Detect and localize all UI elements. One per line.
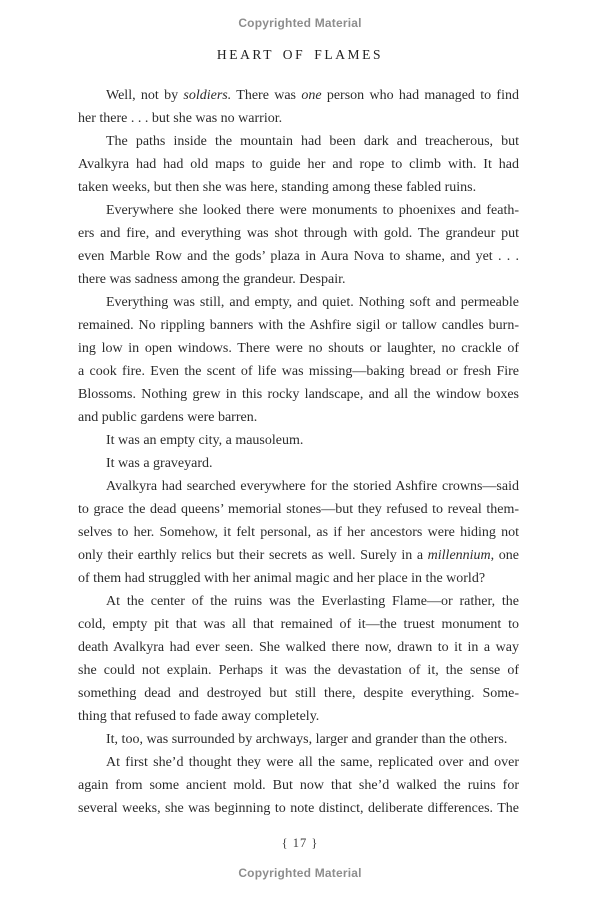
- body-line: ers and fire, and everything was shot through with gold. The grandeur put: [78, 226, 519, 241]
- body-line: The paths inside the mountain had been dark and treacherous, but: [106, 134, 519, 149]
- body-line: Well, not by soldiers. There was one person who had managed to find: [106, 88, 519, 103]
- body-line: her there . . . but she was no warrior.: [78, 111, 283, 126]
- body-line: remained. No rippling banners with the Ashfire sigil or tallow candles burn-: [78, 318, 519, 333]
- body-line: taken weeks, but then she was here, standing among these fabled ruins.: [78, 180, 477, 195]
- body-line: Everything was still, and empty, and quiet. Nothing soft and permeable: [106, 295, 519, 310]
- body-line: even Marble Row and the gods’ plaza in Aura Nova to shame, and yet . . .: [78, 249, 519, 264]
- body-line: to grace the dead queens’ memorial stones—but they refused to reveal them-: [78, 502, 519, 517]
- body-line: It, too, was surrounded by archways, larger and grander than the others.: [106, 732, 508, 747]
- body-line: At first she’d thought they were all the same, replicated over and over: [106, 755, 519, 770]
- body-line: ing low in open windows. There were no shouts or laughter, no crackle of: [78, 341, 519, 356]
- body-line: there was sadness among the grandeur. Despair.: [78, 272, 346, 287]
- body-line: Avalkyra had searched everywhere for the storied Ashfire crowns—said: [106, 479, 519, 494]
- body-line: At the center of the ruins was the Everlasting Flame—or rather, the: [106, 594, 519, 609]
- running-head-title: HEART OF FLAMES: [216, 47, 384, 62]
- body-line: thing that refused to fade away completely.: [78, 709, 320, 724]
- copyright-notice-top: Copyrighted Material: [238, 16, 362, 30]
- body-line: It was an empty city, a mausoleum.: [106, 433, 304, 448]
- body-line: death Avalkyra had ever seen. She walked there now, drawn to it in a way: [78, 640, 519, 655]
- body-line: only their earthly relics but their secrets as well. Surely in a millennium, one: [78, 548, 519, 563]
- body-line: of them had struggled with her animal magic and her place in the world?: [78, 571, 486, 586]
- copyright-notice-bottom: Copyrighted Material: [238, 866, 362, 880]
- body-line: Everywhere she looked there were monuments to phoenixes and feath-: [106, 203, 519, 218]
- body-line: several weeks, she was beginning to note distinct, deliberate differences. The: [78, 801, 519, 816]
- body-line: a cook fire. Even the scent of life was missing—baking bread or fresh Fire: [78, 364, 519, 379]
- body-line: Avalkyra had had old maps to guide her and rope to climb with. It had: [78, 157, 519, 172]
- body-line: something dead and destroyed but still there, despite everything. Some-: [78, 686, 519, 701]
- body-line: Blossoms. Nothing grew in this rocky landscape, and all the window boxes: [78, 387, 519, 402]
- body-line: she could not explain. Perhaps it was the devastation of it, the sense of: [78, 663, 519, 678]
- page-number: { 17 }: [281, 836, 319, 850]
- body-line: cold, empty pit that was all that remained of it—the truest monument to: [78, 617, 519, 632]
- body-text: [78, 84, 519, 820]
- body-line: It was a graveyard.: [106, 456, 213, 471]
- body-line: selves to her. Somehow, it felt personal, as if her ancestors were hiding not: [78, 525, 519, 540]
- body-line: and public gardens were barren.: [78, 410, 258, 425]
- body-line: again from some ancient mold. But now that she’d walked the ruins for: [78, 778, 519, 793]
